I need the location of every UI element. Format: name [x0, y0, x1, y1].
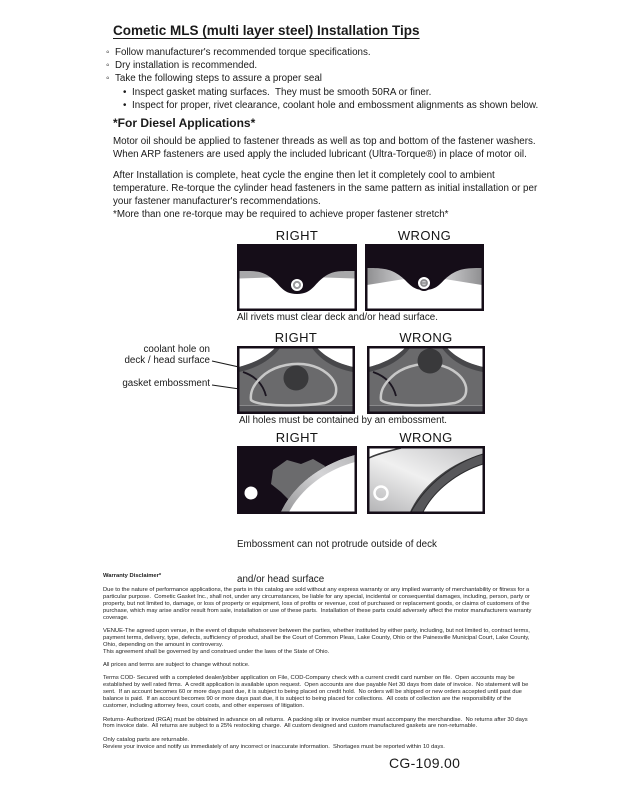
fig3-right-label: RIGHT — [275, 430, 319, 445]
fig1-caption: All rivets must clear deck and/or head surface. — [237, 312, 438, 323]
fig3-wrong-diagram — [367, 446, 485, 514]
diesel-heading: *For Diesel Applications* — [113, 116, 256, 130]
disclaimer-paragraph: Returns- Authorized (RGA) must be obtained in advance on all returns. A packing slip or invoice number must accompany the merchandise. No returns after 30 days from invoice date. All returns are subject to a 25% restocking charge. All custom designed and custom manufactured gaskets are non-returnable. — [103, 716, 530, 730]
disclaimer-paragraph: All prices and terms are subject to change without notice. — [103, 662, 250, 669]
fig1-right-diagram — [237, 244, 357, 311]
coolant-hole-label: coolant hole on — [143, 344, 210, 355]
fig2-right-label: RIGHT — [274, 330, 318, 345]
fig1-right-label: RIGHT — [275, 228, 319, 243]
fig3-wrong-label: WRONG — [399, 430, 453, 445]
retorque-note: *More than one re-torque may be required to achieve proper fastener stretch* — [113, 209, 449, 220]
disclaimer-paragraph: Terms COD- Secured with a completed dealer/jobber application on File, COD-Company check with a current credit card number on file. Open accounts may be established by well rated firms. A credit application is available upon request. Open accounts are due payable Net 30 days from date of invoice. No statement will be sent. If an account becomes 60 or more days past due, it is subject to being placed on credit hold. No orders will be shipped or new orders accepted until past due balance is paid. If an account becomes 90 or more days past due, it is subject to being placed for collections. All costs of collection are the responsibility of the customer, including attorney fees, court costs, and other expenses of litigation. — [103, 675, 530, 710]
fig3-caption-line2: and/or head surface — [237, 573, 325, 585]
gasket-embossment-label: gasket embossment — [122, 378, 210, 389]
list-item: ◦ Follow manufacturer's recommended torque specifications. — [106, 46, 566, 59]
fig2-wrong-diagram — [367, 346, 485, 414]
disclaimer-paragraph: Only catalog parts are returnable. — [103, 736, 190, 743]
list-item: ◦ Take the following steps to assure a proper seal — [106, 72, 566, 85]
coolant-hole-label-line2: deck / head surface — [124, 355, 210, 366]
tips-list — [106, 46, 566, 112]
fig3-caption-line1: Embossment can not protrude outside of deck — [237, 539, 437, 550]
page-number: CG-109.00 — [389, 755, 461, 771]
list-item: ◦ Dry installation is recommended. — [106, 59, 566, 72]
diesel-paragraph-2: After Installation is complete, heat cycle the engine then let it completely cool to ambient temperature. Re-torque the cylinder head fasteners in the same pattern as initial installation or per your fastener manufacturer's recommendations. — [113, 170, 540, 208]
list-item: • Inspect for proper, rivet clearance, coolant hole and embossment alignments as shown below. — [123, 99, 566, 112]
page-title: Cometic MLS (multi layer steel) Installation Tips — [113, 23, 420, 38]
diesel-paragraph-1: Motor oil should be applied to fastener threads as well as top and bottom of the fastener washers. When ARP fasteners are used apply the included lubricant (Ultra-Torque®) in place of motor oil. — [113, 136, 539, 161]
disclaimer-paragraph: VENUE-The agreed upon venue, in the event of dispute whatsoever between the parties, whether instituted by either party, including, but not limited to, contract terms, payment terms, delivery, type, defects, sufficiency of product, shall be the Court of Common Pleas, Lake County, Ohio or the Painesville Municipal Court, Lake County, Ohio, depending on the amount in controversy. — [103, 627, 532, 648]
list-item: • Inspect gasket mating surfaces. They must be smooth 50RA or finer. — [123, 86, 566, 99]
fig2-wrong-label: WRONG — [399, 330, 453, 345]
warranty-disclaimer — [103, 573, 535, 757]
fig1-wrong-diagram — [365, 244, 484, 311]
fig1-wrong-label: WRONG — [397, 228, 452, 243]
disclaimer-heading: Warranty Disclaimer* — [103, 573, 162, 579]
disclaimer-paragraph: Due to the nature of performance applications, the parts in this catalog are sold without any express warranty or any implied warranty of merchantability or fitness for a particular purpose. Cometic Gasket Inc., shall not, under any circumstances, be liable for any special, incidental or consequential damages, including, person, party or property, but not limited to, damage, or loss of property or equipment, loss of profits or revenue, cost of purchased or replacement goods, or claims of customers of the purchase, which may arise and/or result from sale, installation or use of these parts. Installation of these parts could adversely affect the motor manufacturers warranty coverage. — [103, 586, 534, 621]
fig2-caption: All holes must be contained by an embossment. — [239, 415, 448, 426]
disclaimer-paragraph: This agreement shall be governed by and construed under the laws of the State of Ohio. — [103, 648, 330, 655]
fig2-right-diagram — [237, 346, 355, 414]
fig3-right-diagram — [237, 446, 357, 514]
disclaimer-paragraph: Review your invoice and notify us immediately of any incorrect or inaccurate information. Shortages must be reported within 10 days. — [103, 743, 445, 750]
